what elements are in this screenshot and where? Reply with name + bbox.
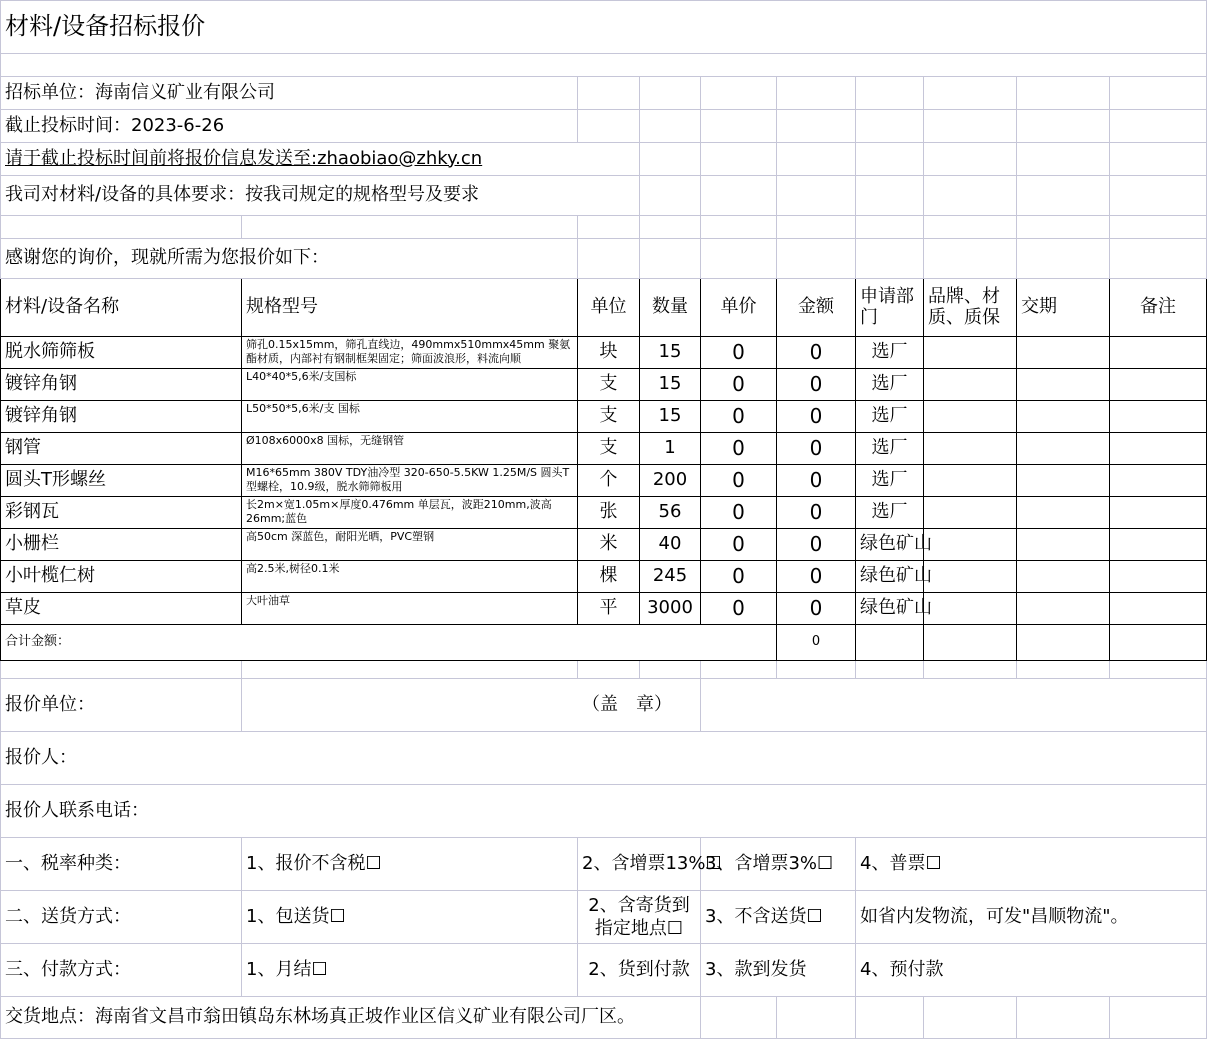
delivery-place: 交货地点：海南省文昌市翁田镇岛东林场真正坡作业区信义矿业有限公司厂区。 (1, 997, 701, 1039)
item-brand[interactable] (924, 369, 1017, 401)
item-brand[interactable] (924, 529, 1017, 561)
table-row (1, 497, 1207, 529)
tender-unit: 招标单位：海南信义矿业有限公司 (1, 77, 578, 110)
payment-label: 三、付款方式： (1, 944, 242, 997)
item-dept: 绿色矿山 (856, 593, 924, 625)
payment-option-row (1, 944, 1207, 997)
item-qty: 40 (640, 529, 701, 561)
empty-row (1, 54, 1207, 77)
item-brand[interactable] (924, 401, 1017, 433)
item-brand[interactable] (924, 561, 1017, 593)
header-amount: 金额 (777, 279, 856, 337)
item-dept: 绿色矿山 (856, 561, 924, 593)
item-dept: 选厂 (856, 337, 924, 369)
item-brand[interactable] (924, 465, 1017, 497)
item-remark[interactable] (1110, 433, 1207, 465)
item-remark[interactable] (1110, 369, 1207, 401)
shipping-option-2[interactable]: 2、含寄货到指定地点☐ (578, 891, 701, 944)
tax-label: 一、税率种类： (1, 838, 242, 891)
items-body (1, 337, 1207, 625)
item-spec: 长2m×宽1.05m×厚度0.476mm 单层瓦，波距210mm,波高26mm;蓝色 (242, 497, 578, 529)
item-amount[interactable]: 0 (777, 401, 856, 433)
item-brand[interactable] (924, 593, 1017, 625)
payment-option-4[interactable]: 4、预付款 (856, 944, 1207, 997)
item-amount[interactable]: 0 (777, 337, 856, 369)
tender-deadline: 截止投标时间：2023-6-26 (1, 110, 578, 143)
header-unit: 单位 (578, 279, 640, 337)
item-price[interactable]: 0 (701, 401, 777, 433)
item-qty: 56 (640, 497, 701, 529)
item-spec: 高50cm 深蓝色，耐阳光晒，PVC塑钢 (242, 529, 578, 561)
header-dept: 申请部门 (856, 279, 924, 337)
item-price[interactable]: 0 (701, 465, 777, 497)
table-row (1, 401, 1207, 433)
table-row (1, 337, 1207, 369)
item-qty: 15 (640, 369, 701, 401)
header-remark: 备注 (1110, 279, 1207, 337)
item-name: 镀锌角钢 (1, 369, 242, 401)
email-link[interactable]: 请于截止投标时间前将报价信息发送至:zhaobiao@zhky.cn (1, 143, 640, 176)
item-qty: 3000 (640, 593, 701, 625)
table-row (1, 433, 1207, 465)
table-row (1, 593, 1207, 625)
item-unit: 米 (578, 529, 640, 561)
item-remark[interactable] (1110, 561, 1207, 593)
item-unit: 支 (578, 433, 640, 465)
item-amount[interactable]: 0 (777, 561, 856, 593)
item-brand[interactable] (924, 337, 1017, 369)
quote-person-label[interactable]: 报价人： (1, 732, 1207, 785)
item-qty: 15 (640, 337, 701, 369)
item-remark[interactable] (1110, 401, 1207, 433)
header-price: 单价 (701, 279, 777, 337)
item-remark[interactable] (1110, 529, 1207, 561)
table-row (1, 465, 1207, 497)
item-amount[interactable]: 0 (777, 529, 856, 561)
payment-option-1[interactable]: 1、月结☐ (242, 944, 578, 997)
item-name: 小叶榄仁树 (1, 561, 242, 593)
item-price[interactable]: 0 (701, 497, 777, 529)
item-dept: 选厂 (856, 465, 924, 497)
tax-option-2[interactable]: 2、含增票13%☐ (578, 838, 701, 891)
tax-option-row (1, 838, 1207, 891)
total-value[interactable]: 0 (777, 625, 856, 661)
table-row (1, 529, 1207, 561)
item-qty: 245 (640, 561, 701, 593)
item-delivery[interactable] (1017, 401, 1110, 433)
shipping-label: 二、送货方式： (1, 891, 242, 944)
item-delivery[interactable] (1017, 433, 1110, 465)
item-unit: 平 (578, 593, 640, 625)
item-spec: Ø108x6000x8 国标，无缝钢管 (242, 433, 578, 465)
item-dept: 选厂 (856, 497, 924, 529)
page-title: 材料/设备招标报价 (1, 1, 1207, 54)
item-spec: L50*50*5,6米/支 国标 (242, 401, 578, 433)
item-price[interactable]: 0 (701, 337, 777, 369)
item-delivery[interactable] (1017, 337, 1110, 369)
item-remark[interactable] (1110, 497, 1207, 529)
item-delivery[interactable] (1017, 593, 1110, 625)
seal-label: （盖 章） (578, 679, 701, 732)
item-unit: 块 (578, 337, 640, 369)
table-row (1, 369, 1207, 401)
item-qty: 200 (640, 465, 701, 497)
header-delivery: 交期 (1017, 279, 1110, 337)
item-unit: 支 (578, 369, 640, 401)
item-name: 钢管 (1, 433, 242, 465)
item-spec: 筛孔0.15x15mm，筛孔直线边，490mmx510mmx45mm 聚氨酯材质，内部衬有钢制框架固定；筛面波浪形，料流向顺 (242, 337, 578, 369)
item-spec: 大叶油草 (242, 593, 578, 625)
item-amount[interactable]: 0 (777, 433, 856, 465)
item-unit: 个 (578, 465, 640, 497)
total-label: 合计金额： (1, 625, 777, 661)
tax-option-4[interactable]: 4、普票☐ (856, 838, 1207, 891)
item-delivery[interactable] (1017, 529, 1110, 561)
item-brand[interactable] (924, 433, 1017, 465)
requirement-text: 我司对材料/设备的具体要求：按我司规定的规格型号及要求 (1, 176, 640, 216)
tax-option-1[interactable]: 1、报价不含税☐ (242, 838, 578, 891)
item-unit: 棵 (578, 561, 640, 593)
shipping-option-note: 如省内发物流，可发"昌顺物流"。 (856, 891, 1207, 944)
header-brand: 品牌、材质、质保 (924, 279, 1017, 337)
item-delivery[interactable] (1017, 497, 1110, 529)
item-dept: 选厂 (856, 369, 924, 401)
item-qty: 15 (640, 401, 701, 433)
item-price[interactable]: 0 (701, 593, 777, 625)
item-unit: 张 (578, 497, 640, 529)
item-amount[interactable]: 0 (777, 497, 856, 529)
shipping-option-3[interactable]: 3、不含送货☐ (701, 891, 856, 944)
item-amount[interactable]: 0 (777, 369, 856, 401)
item-qty: 1 (640, 433, 701, 465)
item-spec: M16*65mm 380V TDY油冷型 320-650-5.5KW 1.25M/S 圆头T型螺栓，10.9级，脱水筛筛板用 (242, 465, 578, 497)
table-header (1, 279, 1207, 337)
header-name: 材料/设备名称 (1, 279, 242, 337)
table-row (1, 561, 1207, 593)
header-spec: 规格型号 (242, 279, 578, 337)
item-amount[interactable]: 0 (777, 465, 856, 497)
item-dept: 选厂 (856, 401, 924, 433)
item-price[interactable]: 0 (701, 561, 777, 593)
item-spec: 高2.5米,树径0.1米 (242, 561, 578, 593)
item-amount[interactable]: 0 (777, 593, 856, 625)
item-dept: 选厂 (856, 433, 924, 465)
tax-option-3[interactable]: 3、含增票3%☐ (701, 838, 856, 891)
item-price[interactable]: 0 (701, 433, 777, 465)
item-delivery[interactable] (1017, 369, 1110, 401)
item-name: 镀锌角钢 (1, 401, 242, 433)
item-dept: 绿色矿山 (856, 529, 924, 561)
item-price[interactable]: 0 (701, 369, 777, 401)
item-delivery[interactable] (1017, 561, 1110, 593)
item-unit: 支 (578, 401, 640, 433)
shipping-option-row (1, 891, 1207, 944)
header-qty: 数量 (640, 279, 701, 337)
item-name: 小栅栏 (1, 529, 242, 561)
item-name: 彩钢瓦 (1, 497, 242, 529)
payment-option-2[interactable]: 2、货到付款 (578, 944, 701, 997)
item-delivery[interactable] (1017, 465, 1110, 497)
payment-option-3[interactable]: 3、款到发货 (701, 944, 856, 997)
quote-unit-label: 报价单位： (1, 679, 242, 732)
quote-phone-label[interactable]: 报价人联系电话： (1, 785, 1207, 838)
item-brand[interactable] (924, 497, 1017, 529)
item-remark[interactable] (1110, 465, 1207, 497)
item-price[interactable]: 0 (701, 529, 777, 561)
item-remark[interactable] (1110, 337, 1207, 369)
item-name: 草皮 (1, 593, 242, 625)
thanks-text: 感谢您的询价，现就所需为您报价如下： (1, 239, 578, 279)
item-spec: L40*40*5,6米/支国标 (242, 369, 578, 401)
item-remark[interactable] (1110, 593, 1207, 625)
total-row (1, 625, 1207, 661)
item-name: 圆头T形螺丝 (1, 465, 242, 497)
shipping-option-1[interactable]: 1、包送货☐ (242, 891, 578, 944)
item-name: 脱水筛筛板 (1, 337, 242, 369)
